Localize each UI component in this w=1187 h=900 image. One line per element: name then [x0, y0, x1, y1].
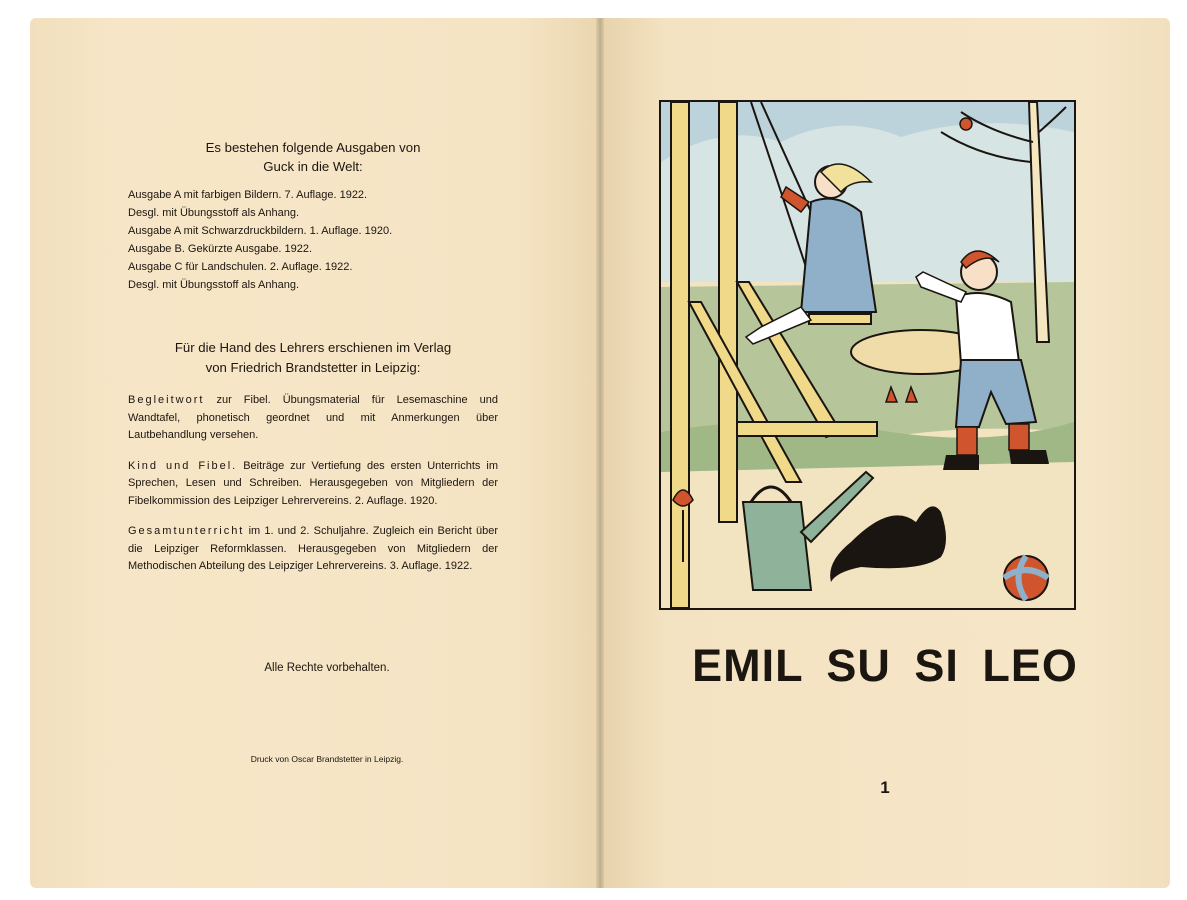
boy-sock — [957, 427, 977, 455]
publication-entry — [128, 458, 498, 511]
teacher-heading-line2: von Friedrich Brandstetter in Leipzig: — [205, 360, 421, 375]
publication-text: Beiträge zur Vertiefung des ersten Unterrichts im Sprechen, Lesen und Schreiben. Herausgegeben von Mitgliedern der Fibelkommission des Leipziger Lehrervereins. 2. Auflage. 1920. — [128, 459, 498, 507]
edition-item: Desgl. mit Übungsstoff als Anhang. — [128, 279, 300, 291]
publication-title: Gesamtunterricht — [128, 525, 245, 537]
rights-notice: Alle Rechte vorbehalten. — [264, 662, 390, 674]
watering-can — [743, 502, 811, 590]
editions-heading — [128, 138, 498, 176]
book-gutter — [596, 18, 604, 888]
edition-item: Ausgabe C für Landschulen. 2. Auflage. 1922. — [128, 261, 353, 273]
publication-entry — [128, 392, 498, 445]
publication-title: Begleitwort — [128, 394, 205, 406]
bird — [960, 118, 972, 130]
swing-crossbar — [737, 422, 877, 436]
boy-shoe — [1009, 450, 1049, 464]
illustration-frame — [659, 100, 1076, 610]
page-title: EMIL SU SI LEO — [692, 640, 1078, 691]
publication-text: im 1. und 2. Schuljahre. Zugleich ein Bericht über die Leipziger Reformklassen. Herausgegeben von Mitgliedern der Methodischen Abteilung des Leipziger Lehrervereins. 3. Auflage. 1922. — [128, 525, 498, 572]
publication-title: Kind und Fibel. — [128, 459, 238, 472]
boy-shirt — [956, 293, 1019, 364]
teacher-heading-line1: Für die Hand des Lehrers erschienen im Verlag — [174, 340, 452, 355]
editions-heading-line1: Es bestehen folgende Ausgaben von — [205, 140, 421, 155]
publication-text: zur Fibel. Übungsmaterial für Lesemaschine und Wandtafel, phonetisch geordnet und mit Anmerkungen über Lautbehandlung versehen. — [128, 394, 498, 441]
swing-post-right — [719, 102, 737, 522]
ball — [1004, 556, 1048, 600]
swing-seat — [809, 314, 871, 324]
swing-illustration — [661, 102, 1074, 608]
boy-shoe — [943, 455, 979, 470]
printer-imprint: Druck von Oscar Brandstetter in Leipzig. — [250, 754, 404, 764]
page-number: 1 — [880, 778, 890, 797]
edition-item: Ausgabe A mit farbigen Bildern. 7. Auflage. 1922. — [128, 189, 368, 201]
edition-item: Ausgabe A mit Schwarzdruckbildern. 1. Auflage. 1920. — [128, 225, 393, 237]
editions-heading-line2: Guck in die Welt: — [263, 159, 363, 174]
swing-post-left — [671, 102, 689, 608]
boy-sock — [1009, 424, 1029, 450]
editions-list — [128, 186, 498, 294]
edition-item: Desgl. mit Übungsstoff als Anhang. — [128, 207, 300, 219]
publication-entry — [128, 523, 498, 576]
teacher-heading — [128, 338, 498, 378]
edition-item: Ausgabe B. Gekürzte Ausgabe. 1922. — [128, 243, 313, 255]
left-page-text — [128, 138, 498, 576]
